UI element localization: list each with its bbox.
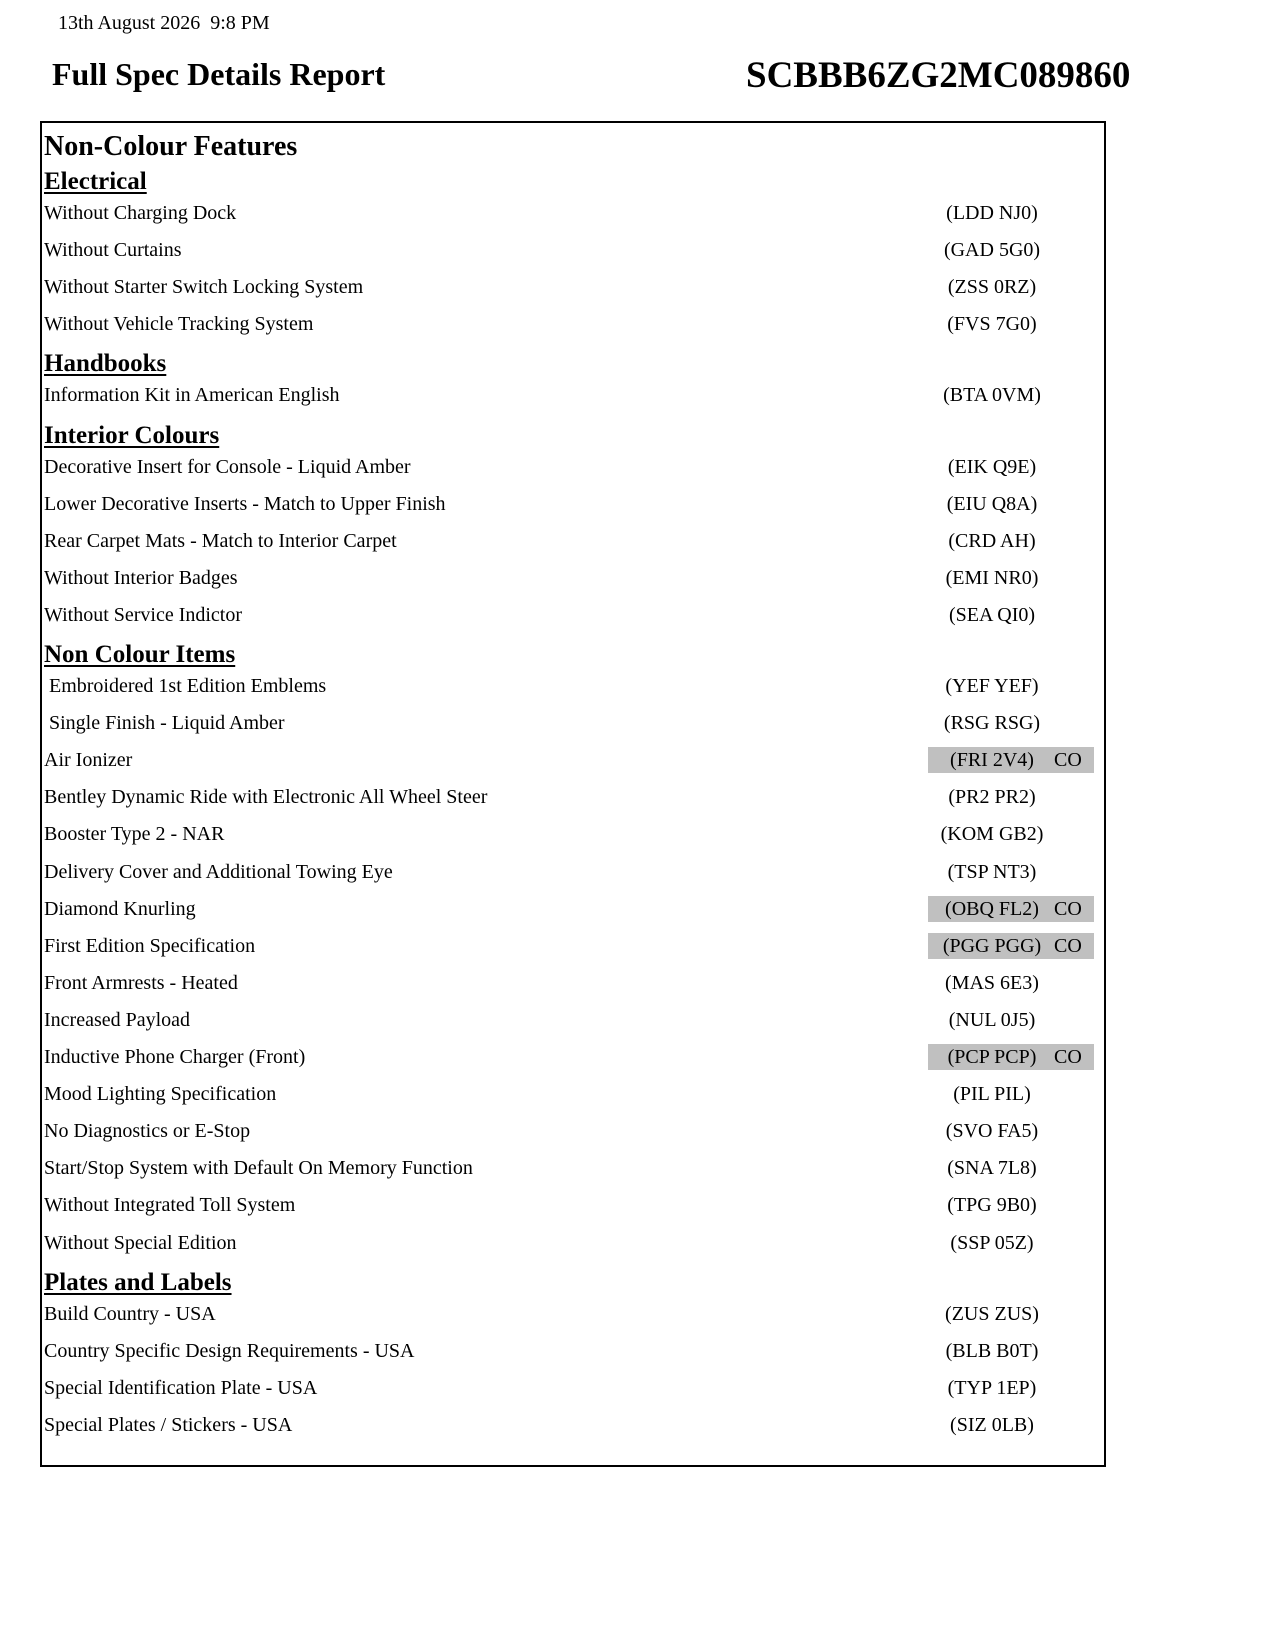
spec-item-code: (PIL PIL)	[953, 1083, 1031, 1106]
spec-item-code-cell	[928, 1338, 1094, 1364]
co-flag: CO	[1054, 749, 1082, 772]
spec-item-code-highlight	[928, 1044, 1094, 1070]
spec-item-code-cell	[928, 565, 1094, 591]
spec-table	[40, 121, 1106, 1467]
spec-item-code: (LDD NJ0)	[946, 202, 1038, 224]
spec-item-label: Inductive Phone Charger (Front)	[44, 1046, 306, 1068]
spec-item-row	[42, 237, 1104, 265]
spec-item-code-cell	[928, 274, 1094, 300]
spec-item-label: Front Armrests - Heated	[44, 971, 238, 994]
spec-item-label: Without Starter Switch Locking System	[44, 276, 364, 299]
spec-item-row	[42, 1118, 1104, 1146]
spec-item-row	[42, 821, 1104, 849]
spec-item-code: (TYP 1EP)	[947, 1376, 1037, 1399]
co-flag: CO	[1054, 934, 1082, 957]
co-flag: CO	[1054, 897, 1082, 920]
spec-item-label: First Edition Specification	[44, 934, 256, 957]
spec-item-label: Rear Carpet Mats - Match to Interior Carpet	[44, 529, 397, 552]
spec-item-code: (RSG RSG)	[943, 712, 1041, 735]
spec-item-label: Delivery Cover and Additional Towing Eye	[44, 860, 393, 883]
spec-item-row	[42, 382, 1104, 410]
spec-item-row	[42, 673, 1104, 701]
spec-item-row	[42, 1375, 1104, 1403]
spec-item-code-cell	[928, 200, 1094, 226]
spec-item-row	[42, 528, 1104, 556]
spec-item-code-cell	[928, 1301, 1094, 1327]
spec-item-label: Without Interior Badges	[44, 566, 238, 589]
spec-item-row	[42, 1412, 1104, 1440]
spec-item-code: (ZUS ZUS)	[945, 1302, 1039, 1325]
spec-item-code-cell	[928, 491, 1094, 517]
section-header: Electrical	[44, 168, 147, 195]
spec-item-code: (KOM GB2)	[940, 823, 1044, 846]
spec-item-code-cell	[928, 821, 1094, 847]
spec-item-row	[42, 1081, 1104, 1109]
spec-item-code-cell	[928, 710, 1094, 736]
spec-item-code: (PR2 PR2)	[948, 786, 1036, 809]
spec-item-code-highlight	[928, 933, 1094, 959]
spec-item-label: Increased Payload	[44, 1008, 191, 1031]
spec-item-code: (SIZ 0LB)	[950, 1413, 1034, 1436]
vin-number: SCBBB6ZG2MC089860	[746, 55, 1131, 96]
spec-item-code-cell	[928, 1412, 1094, 1438]
spec-item-row	[42, 1007, 1104, 1035]
spec-item-label: Country Specific Design Requirements - USA	[44, 1339, 415, 1362]
spec-item-code: (ZSS 0RZ)	[947, 276, 1037, 299]
spec-item-label: Bentley Dynamic Ride with Electronic All Wheel Steer	[44, 786, 488, 809]
report-title: Full Spec Details Report	[52, 56, 386, 92]
spec-item-row	[42, 784, 1104, 812]
spec-item-row	[42, 491, 1104, 519]
spec-item-row	[42, 1338, 1104, 1366]
spec-item-code: (SSP 05Z)	[950, 1231, 1034, 1254]
spec-item-row	[42, 200, 1104, 228]
spec-item-row	[42, 274, 1104, 302]
spec-item-row	[42, 1044, 1104, 1072]
spec-item-code: (PCP PCP)	[947, 1046, 1037, 1068]
section-header: Handbooks	[44, 350, 167, 378]
spec-item-row	[42, 311, 1104, 339]
section-header: Interior Colours	[44, 421, 220, 449]
spec-item-code-cell	[928, 1375, 1094, 1401]
spec-item-label: Embroidered 1st Edition Emblems	[44, 675, 327, 697]
spec-item-code: (EIK Q9E)	[947, 455, 1037, 478]
spec-item-label: Diamond Knurling	[44, 897, 196, 920]
spec-item-code-cell	[928, 1118, 1094, 1144]
spec-item-label: Without Curtains	[44, 239, 182, 262]
spec-item-code: (SEA QI0)	[948, 603, 1036, 626]
spec-item-row	[42, 1155, 1104, 1183]
spec-item-row	[42, 454, 1104, 482]
spec-item-label: Lower Decorative Inserts - Match to Upper Finish	[44, 492, 446, 515]
spec-item-code-cell	[928, 1230, 1094, 1256]
spec-item-code: (EIU Q8A)	[946, 492, 1038, 515]
spec-item-row	[42, 896, 1104, 924]
spec-item-label: Without Charging Dock	[44, 202, 237, 224]
spec-item-code: (YEF YEF)	[945, 675, 1039, 697]
spec-item-code-cell	[928, 1081, 1094, 1107]
spec-item-row	[42, 747, 1104, 775]
spec-item-code: (BTA 0VM)	[943, 384, 1041, 407]
spec-item-row	[42, 565, 1104, 593]
spec-table-title: Non-Colour Features	[44, 131, 298, 162]
spec-item-code: (BLB B0T)	[945, 1339, 1039, 1362]
spec-item-code-cell	[928, 454, 1094, 480]
spec-item-code-cell	[928, 602, 1094, 628]
spec-item-label: No Diagnostics or E-Stop	[44, 1120, 251, 1143]
spec-item-label: Without Integrated Toll System	[44, 1194, 296, 1217]
spec-item-row	[42, 1192, 1104, 1220]
section-header: Plates and Labels	[44, 1268, 232, 1296]
spec-item-label: Build Country - USA	[44, 1302, 216, 1325]
spec-item-label: Information Kit in American English	[44, 384, 340, 407]
spec-item-row	[42, 710, 1104, 738]
spec-item-row	[42, 933, 1104, 961]
spec-item-label: Air Ionizer	[44, 749, 133, 772]
spec-item-code: (TSP NT3)	[947, 860, 1037, 883]
spec-item-code-highlight	[928, 896, 1094, 922]
spec-item-label: Start/Stop System with Default On Memory Function	[44, 1157, 473, 1180]
spec-item-code-highlight	[928, 747, 1094, 773]
co-flag: CO	[1054, 1046, 1082, 1068]
spec-item-label: Special Plates / Stickers - USA	[44, 1413, 293, 1436]
spec-item-code: (EMI NR0)	[945, 566, 1039, 589]
spec-item-code: (GAD 5G0)	[943, 239, 1041, 262]
spec-item-label: Special Identification Plate - USA	[44, 1376, 318, 1399]
spec-item-code: (OBQ FL2)	[945, 897, 1039, 920]
spec-item-label: Without Vehicle Tracking System	[44, 313, 314, 336]
spec-item-code-cell	[928, 859, 1094, 885]
spec-item-code-cell	[928, 237, 1094, 263]
spec-item-code-cell	[928, 673, 1094, 699]
section-header: Non Colour Items	[44, 641, 236, 668]
spec-item-code-cell	[928, 382, 1094, 408]
spec-item-code: (CRD AH)	[948, 529, 1036, 552]
spec-item-code: (TPG 9B0)	[947, 1194, 1037, 1217]
spec-item-row	[42, 1301, 1104, 1329]
spec-item-label: Mood Lighting Specification	[44, 1083, 277, 1106]
spec-item-code-cell	[928, 1192, 1094, 1218]
spec-item-row	[42, 602, 1104, 630]
spec-item-code-cell	[928, 970, 1094, 996]
spec-item-code-cell	[928, 311, 1094, 337]
spec-item-label: Single Finish - Liquid Amber	[44, 712, 285, 735]
spec-item-label: Without Special Edition	[44, 1231, 237, 1254]
spec-item-label: Without Service Indictor	[44, 603, 243, 626]
spec-item-code-cell	[928, 1155, 1094, 1181]
spec-item-code: (SNA 7L8)	[947, 1157, 1037, 1180]
spec-item-code: (NUL 0J5)	[948, 1008, 1036, 1031]
spec-item-code: (FRI 2V4)	[950, 749, 1034, 772]
spec-item-code-cell	[928, 528, 1094, 554]
spec-item-code: (FVS 7G0)	[947, 313, 1037, 336]
spec-item-code: (SVO FA5)	[945, 1120, 1039, 1143]
spec-item-code-cell	[928, 784, 1094, 810]
spec-item-row	[42, 1230, 1104, 1258]
report-timestamp: 13th August 2026 9:8 PM	[58, 12, 270, 34]
spec-item-row	[42, 859, 1104, 887]
spec-item-label: Booster Type 2 - NAR	[44, 823, 225, 846]
spec-item-code: (PGG PGG)	[942, 934, 1042, 957]
spec-item-code-cell	[928, 1007, 1094, 1033]
spec-item-row	[42, 970, 1104, 998]
spec-item-code: (MAS 6E3)	[945, 971, 1039, 994]
spec-item-label: Decorative Insert for Console - Liquid Amber	[44, 455, 411, 478]
